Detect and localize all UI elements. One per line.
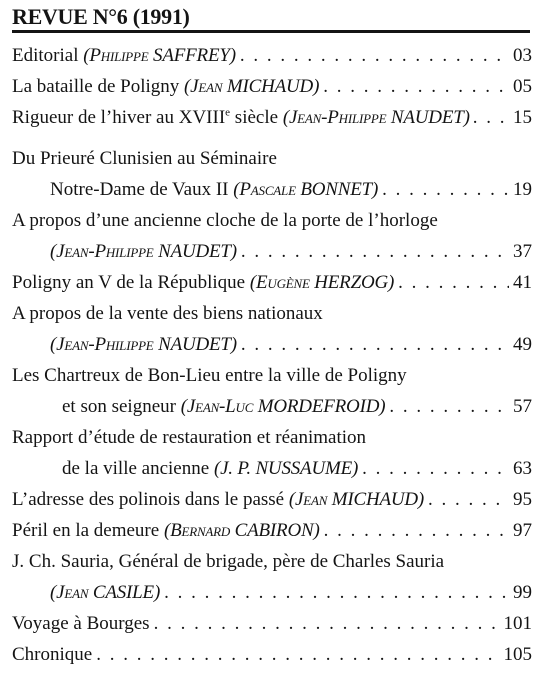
toc-entry-rigueur[interactable] [12,102,532,133]
entry-author: (Eugène HERZOG) [249,272,395,293]
entry-page: 57 [513,396,532,417]
entry-page: 99 [513,582,532,603]
entry-page: 19 [513,179,532,200]
entry-page: 15 [513,107,532,128]
entry-page: 95 [513,489,532,510]
dot-leader [382,174,509,205]
dot-leader [323,71,509,102]
entry-author: (Jean MICHAUD) [184,76,320,97]
entry-title: et son seigneur [62,396,176,417]
entry-title: Péril en la demeure [12,520,160,541]
dot-leader [241,329,509,360]
entry-author: (Jean-Philippe NAUDET) [282,107,470,128]
entry-title: Notre-Dame de Vaux II [50,179,229,200]
toc-entry-vente[interactable] [12,298,532,360]
entry-title-line1: Rapport d’étude de restauration et réanimation [12,427,367,448]
dot-leader [240,40,509,71]
dot-leader [428,484,509,515]
entry-author: (Jean-Luc MORDEFROID) [180,396,386,417]
entry-author: (Pascale BONNET) [233,179,379,200]
dot-leader [164,577,509,608]
toc-entry-chronique[interactable] [12,639,532,670]
toc-entry-peril[interactable] [12,515,532,546]
toc-entry-prieure[interactable] [12,143,532,205]
entry-page: 05 [513,76,532,97]
entry-author: (Jean-Philippe NAUDET) [50,241,237,262]
toc-entry-editorial[interactable] [12,40,532,71]
entry-page: 97 [513,520,532,541]
entry-page: 101 [503,613,532,634]
entry-page: 41 [513,272,532,293]
toc-entry-adresse[interactable] [12,484,532,515]
entry-title: L’adresse des polinois dans le passé [12,489,285,510]
toc-entry-chartreux[interactable] [12,360,532,422]
entry-author: (Philippe SAFFREY) [83,45,236,66]
toc-entry-cloche[interactable] [12,205,532,267]
dot-leader [324,515,509,546]
toc-entry-sauria[interactable] [12,546,532,608]
entry-author: (Jean CASILE) [50,582,161,603]
entry-author: (Jean-Philippe NAUDET) [50,334,237,355]
entry-title: Poligny an V de la République [12,272,246,293]
entry-title: Voyage à Bourges [12,613,150,634]
entry-title: La bataille de Poligny [12,76,180,97]
entry-title-line1: Les Chartreux de Bon-Lieu entre la ville de Poligny [12,365,407,386]
entry-title-line1: Du Prieuré Clunisien au Séminaire [12,148,277,169]
entry-page: 49 [513,334,532,355]
dot-leader [241,236,509,267]
entry-title: Editorial [12,45,79,66]
entry-title: Chronique [12,644,93,665]
entry-title-line1: A propos d’une ancienne cloche de la porte de l’horloge [12,210,438,231]
entry-page: 37 [513,241,532,262]
table-of-contents [12,40,532,670]
entry-author: (J. P. NUSSAUME) [213,458,359,479]
toc-entry-poligny-an-v[interactable] [12,267,532,298]
dot-leader [96,639,499,670]
dot-leader [473,102,510,133]
dot-leader [362,453,509,484]
entry-page: 63 [513,458,532,479]
dot-leader [389,391,509,422]
entry-author: (Jean MICHAUD) [288,489,425,510]
entry-title: Rigueur de l’hiver au XVIIIe siècle [12,106,279,128]
entry-title-line1: A propos de la vente des biens nationaux [12,303,323,324]
title-rule [12,30,530,33]
toc-entry-bataille[interactable] [12,71,532,102]
entry-title-line1: J. Ch. Sauria, Général de brigade, père de Charles Sauria [12,551,445,572]
dot-leader [154,608,500,639]
entry-page: 105 [503,644,532,665]
toc-entry-rapport[interactable] [12,422,532,484]
entry-page: 03 [513,45,532,66]
page-title: REVUE N°6 (1991) [12,4,190,29]
entry-title: de la ville ancienne [62,458,210,479]
toc-entry-voyage[interactable] [12,608,532,639]
dot-leader [398,267,509,298]
entry-author: (Bernard CABIRON) [163,520,320,541]
